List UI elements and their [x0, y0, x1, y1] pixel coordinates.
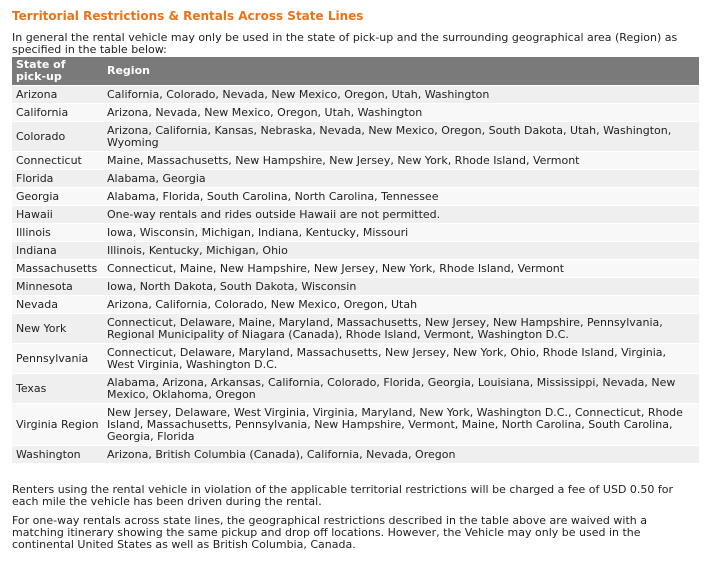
table-row	[12, 446, 699, 464]
state-cell: Nevada	[12, 296, 103, 314]
region-cell: Connecticut, Delaware, Maine, Maryland, Massachusetts, New Jersey, New Hampshire, Pennsylvania, Regional Municipality of Niagara (Canada), Rhode Island, Vermont, Washington D.C.	[103, 314, 699, 344]
table-header-row	[12, 57, 699, 86]
region-cell: Arizona, California, Kansas, Nebraska, Nevada, New Mexico, Oregon, South Dakota, Utah, Washington, Wyoming	[103, 122, 699, 152]
table-row	[12, 404, 699, 446]
table-row	[12, 344, 699, 374]
table-row	[12, 278, 699, 296]
region-cell: Alabama, Georgia	[103, 170, 699, 188]
fee-note: Renters using the rental vehicle in violation of the applicable territorial restrictions will be charged a fee of USD 0.50 for each mile the vehicle has been driven during the rental.	[12, 483, 674, 508]
state-cell: Georgia	[12, 188, 103, 206]
region-cell: Arizona, British Columbia (Canada), California, Nevada, Oregon	[103, 446, 699, 464]
table-row	[12, 104, 699, 122]
region-cell: Iowa, Wisconsin, Michigan, Indiana, Kentucky, Missouri	[103, 224, 699, 242]
table-row	[12, 296, 699, 314]
state-cell: Texas	[12, 374, 103, 404]
state-cell: Virginia Region	[12, 404, 103, 446]
region-cell: Connecticut, Delaware, Maryland, Massachusetts, New Jersey, New York, Ohio, Rhode Island, Virginia, West Virginia, Washington D.C.	[103, 344, 699, 374]
state-cell: Indiana	[12, 242, 103, 260]
state-cell: Washington	[12, 446, 103, 464]
restrictions-table	[12, 57, 699, 464]
table-row	[12, 206, 699, 224]
one-way-note: For one-way rentals across state lines, the geographical restrictions described in the table above are waived with a matching itinerary showing the same pickup and drop off locations. However, the Vehicle may only be used in the continental United States as well as British Columbia, Canada.	[12, 514, 647, 551]
region-cell: Illinois, Kentucky, Michigan, Ohio	[103, 242, 699, 260]
region-cell: Arizona, Nevada, New Mexico, Oregon, Utah, Washington	[103, 104, 699, 122]
region-cell: Connecticut, Maine, New Hampshire, New Jersey, New York, Rhode Island, Vermont	[103, 260, 699, 278]
table-row	[12, 152, 699, 170]
region-cell: Alabama, Arizona, Arkansas, California, Colorado, Florida, Georgia, Louisiana, Mississippi, Nevada, New Mexico, Oklahoma, Oregon	[103, 374, 699, 404]
region-cell: New Jersey, Delaware, West Virginia, Virginia, Maryland, New York, Washington D.C., Connecticut, Rhode Island, Massachusetts, Pennsylvania, New Hampshire, Vermont, Maine, North Carolina, South Carolina, Georgia, Florida	[103, 404, 699, 446]
state-cell: Colorado	[12, 122, 103, 152]
region-cell: California, Colorado, Nevada, New Mexico, Oregon, Utah, Washington	[103, 86, 699, 104]
table-row	[12, 224, 699, 242]
state-cell: Pennsylvania	[12, 344, 103, 374]
table-row	[12, 260, 699, 278]
column-header-region: Region	[103, 57, 699, 86]
intro-text: In general the rental vehicle may only be used in the state of pick-up and the surrounding geographical area (Region) as specified in the table below:	[12, 31, 678, 56]
state-cell: Hawaii	[12, 206, 103, 224]
region-cell: Arizona, California, Colorado, New Mexico, Oregon, Utah	[103, 296, 699, 314]
table-row	[12, 122, 699, 152]
region-cell: Iowa, North Dakota, South Dakota, Wisconsin	[103, 278, 699, 296]
state-cell: New York	[12, 314, 103, 344]
section-title: Territorial Restrictions & Rentals Across State Lines	[12, 9, 364, 23]
region-cell: Maine, Massachusetts, New Hampshire, New Jersey, New York, Rhode Island, Vermont	[103, 152, 699, 170]
table-row	[12, 188, 699, 206]
table-row	[12, 242, 699, 260]
state-cell: Massachusetts	[12, 260, 103, 278]
state-cell: Florida	[12, 170, 103, 188]
table-row	[12, 86, 699, 104]
state-cell: Arizona	[12, 86, 103, 104]
table-row	[12, 170, 699, 188]
state-cell: Minnesota	[12, 278, 103, 296]
state-cell: Connecticut	[12, 152, 103, 170]
table-row	[12, 374, 699, 404]
state-cell: Illinois	[12, 224, 103, 242]
region-cell: One-way rentals and rides outside Hawaii are not permitted.	[103, 206, 699, 224]
state-cell: California	[12, 104, 103, 122]
table-row	[12, 314, 699, 344]
column-header-state: State of pick-up	[12, 57, 103, 86]
territorial-restrictions-section	[12, 8, 699, 551]
region-cell: Alabama, Florida, South Carolina, North Carolina, Tennessee	[103, 188, 699, 206]
